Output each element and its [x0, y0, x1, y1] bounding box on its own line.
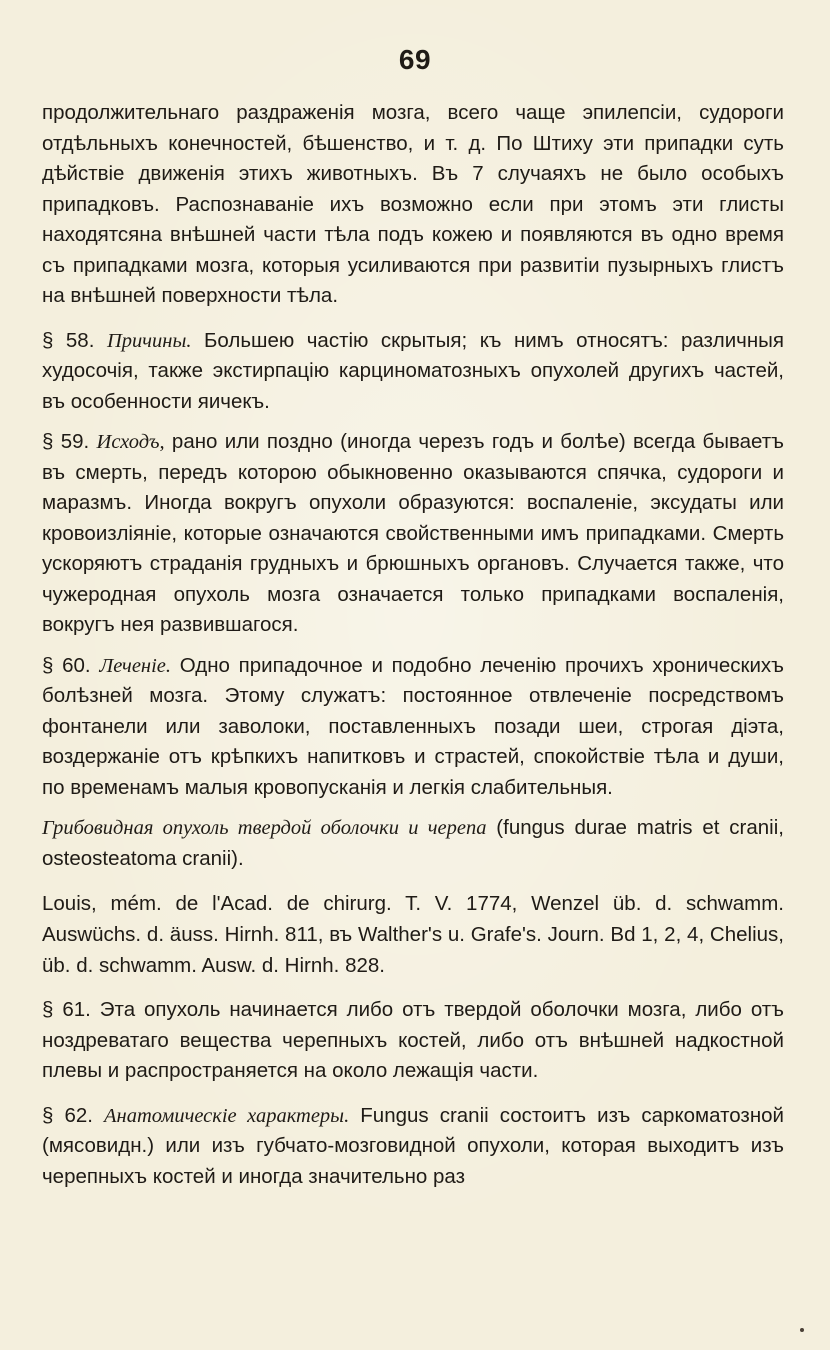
subheading-latin: (fungus durae matris et cranii, osteosteatoma cranii).	[42, 816, 784, 870]
section-number: § 62.	[42, 1103, 93, 1127]
section-title: Исходъ,	[96, 431, 165, 453]
section-text: Эта опухоль начинается либо отъ твердой оболочки мозга, либо отъ ноздреватаго вещества черепныхъ костей, либо отъ внѣшней надкостной плевы и распространяется на около лежащія части.	[42, 998, 784, 1082]
section-title: Леченіе.	[99, 654, 172, 677]
section-59	[42, 427, 784, 641]
section-61	[42, 995, 784, 1087]
section-text: Большею частію скрытыя; къ нимъ относятъ: различныя худосочія, также экстирпацію карциноматозныхъ опухолей другихъ частей, въ особенности яичекъ.	[42, 328, 784, 413]
ink-dot	[800, 1328, 804, 1332]
paragraph-text: продолжительнаго раздраженія мозга, всего чаще эпилепсіи, судороги отдѣльныхъ конечностей, бѣшенство, и т. д. По Штиху эти припадки суть дѣйствіе движенія этихъ животныхъ. Въ 7 случаяхъ не было особыхъ припадковъ. Распознаваніе ихъ возможно если при этомъ эти глисты находятсяна внѣшней части тѣла подъ кожею и появляются въ одно время съ припадками мозга, которыя усиливаются при развитіи пузырныхъ глистъ на внѣшней поверхности тѣла.	[42, 101, 784, 307]
section-title: Причины.	[106, 329, 192, 352]
references	[42, 888, 784, 981]
section-number: § 60.	[42, 653, 91, 677]
section-text: Одно припадочное и подобно леченію прочихъ хроническихъ болѣзней мозга. Этому служатъ: постоянное отвлеченіе посредствомъ фонтанели или заволоки, поставленныхъ позади шеи, строгая діэта, воздержаніе отъ крѣпкихъ напитковъ и страстей, спокойствіе тѣла и души, по временамъ малыя кровопусканія и легкія слабительныя.	[42, 653, 784, 799]
section-number: § 61.	[42, 998, 91, 1021]
page-text	[42, 98, 784, 1192]
section-number: § 59.	[42, 430, 90, 453]
page-number: 69	[398, 44, 432, 75]
section-title: Анатомическіе характеры.	[104, 1104, 350, 1127]
section-text: Fungus cranii состоитъ изъ саркоматозной (мясовидн.) или изъ губчато-мозговидной опухоли, которая выходитъ изъ черепныхъ костей и иногда значительно раз	[42, 1103, 784, 1188]
section-60	[42, 651, 784, 804]
section-62	[42, 1101, 784, 1193]
references-text: Louis, mém. de l'Acad. de chirurg. T. V. 1774, Wenzel üb. d. schwamm. Auswüchs. d. äuss. Hirnh. 811, въ Walther's u. Grafe's. Journ. Bd 1, 2, 4, Chelius, üb. d. schwamm. Ausw. d. Hirnh. 828.	[42, 892, 784, 977]
section-58	[42, 326, 784, 418]
subheading-title: Грибовидная опухоль твердой оболочки и черепа	[42, 817, 487, 839]
paragraph-continuation	[42, 98, 784, 312]
subheading	[42, 813, 784, 874]
section-text: рано или поздно (иногда черезъ годъ и болѣе) всегда бываетъ въ смерть, передъ которою обыкновенно оказываются спячка, судороги и маразмъ. Иногда вокругъ опухоли образуются: воспаленіе, эксудаты или кровоизліяніе, которые означаются свойственными имъ припадками. Смерть ускоряютъ страданія грудныхъ и брюшныхъ органовъ. Случается также, что чужеродная опухоль мозга означается только припадками воспаленія, вокругъ нея развившагося.	[42, 430, 784, 636]
section-number: § 58.	[42, 328, 95, 352]
